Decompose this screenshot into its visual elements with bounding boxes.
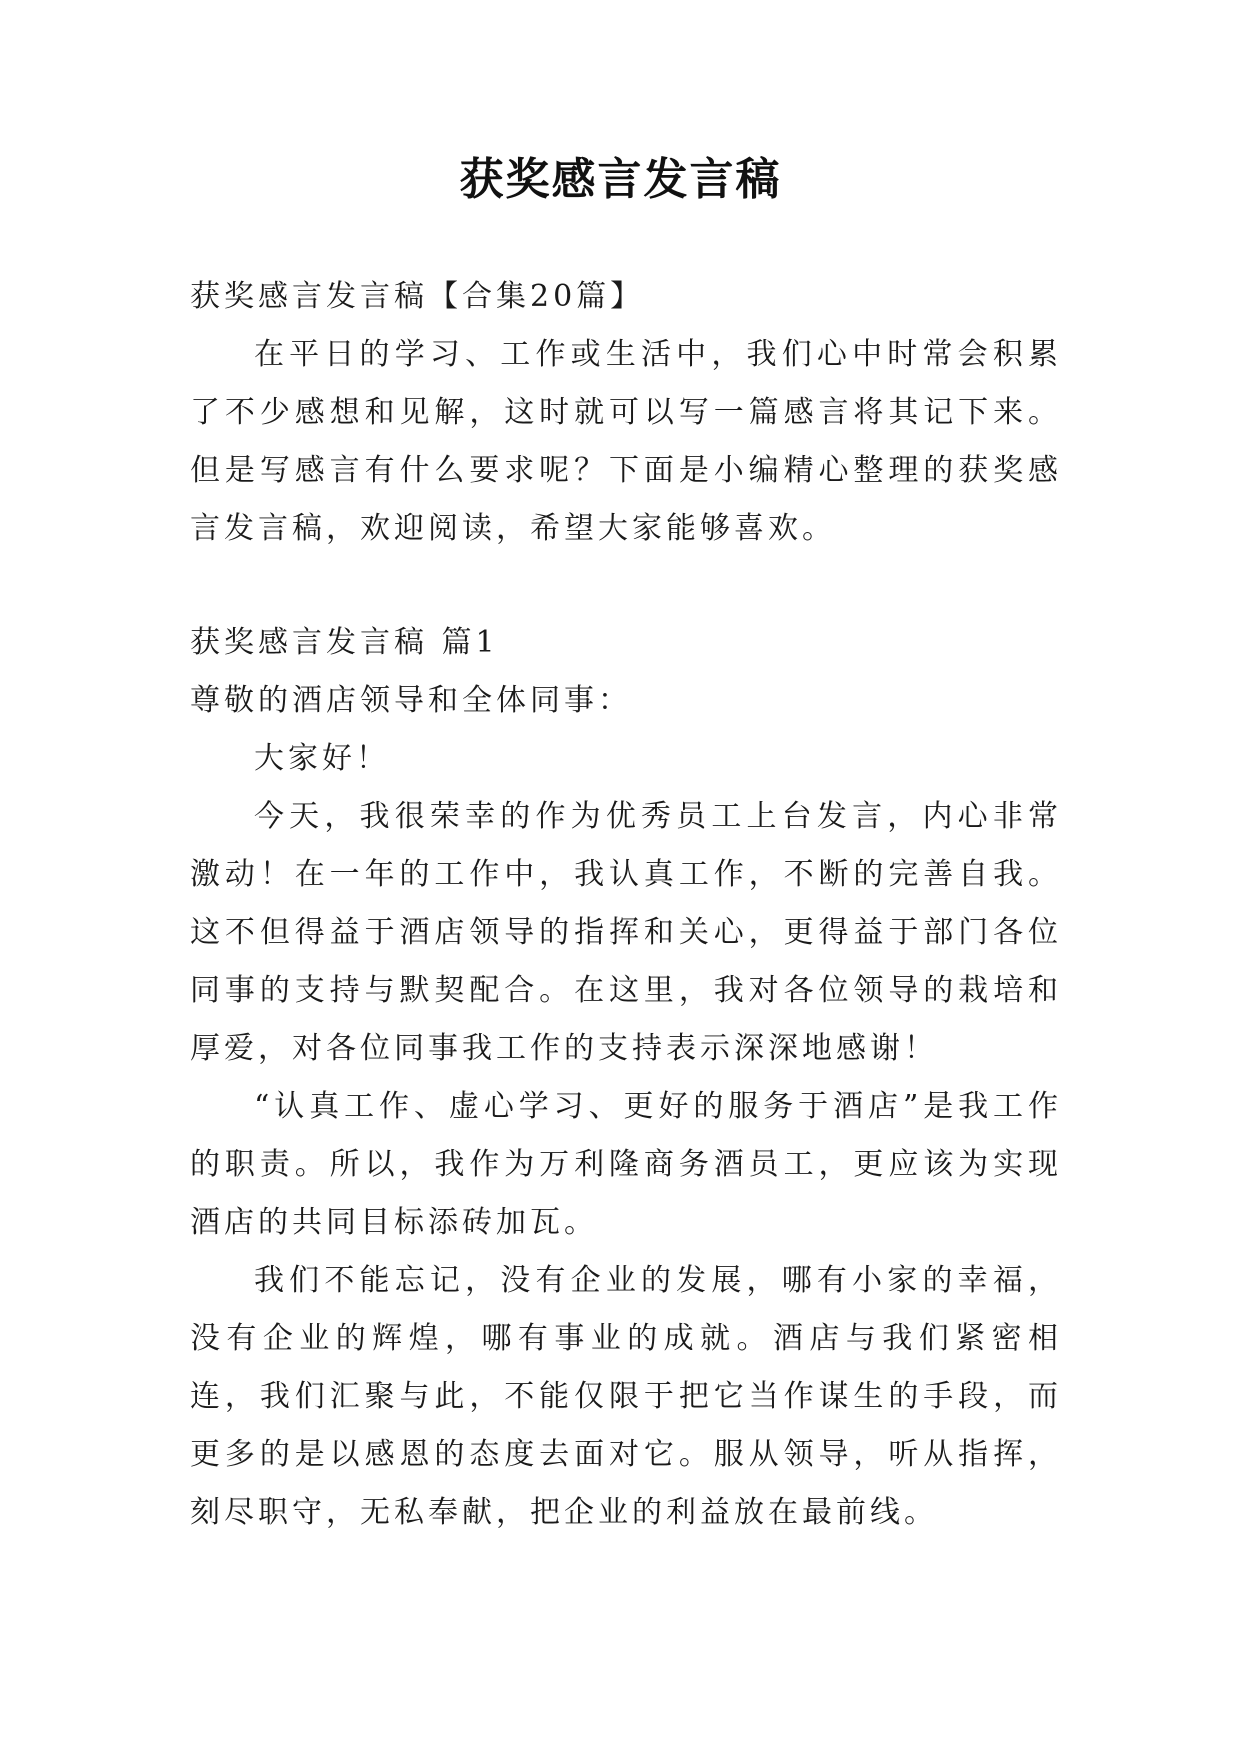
document-subtitle: 获奖感言发言稿【合集20篇】 <box>190 279 645 314</box>
salutation: 尊敬的酒店领导和全体同事： <box>190 683 632 718</box>
section-heading: 获奖感言发言稿 篇1 <box>190 625 499 660</box>
body-paragraph-2: “认真工作、虚心学习、更好的服务于酒店”是我工作的职责。所以，我作为万利隆商务酒员工，更应该为实现酒店的共同目标添砖加瓦。 <box>190 1089 1062 1240</box>
document-title: 获奖感言发言稿 <box>459 154 782 205</box>
document-body <box>190 268 1062 1542</box>
intro-paragraph: 在平日的学习、工作或生活中，我们心中时常会积累了不少感想和见解，这时就可以写一篇感言将其记下来。但是写感言有什么要求呢？下面是小编精心整理的获奖感言发言稿，欢迎阅读，希望大家能够喜欢。 <box>190 337 1062 546</box>
greeting: 大家好！ <box>254 741 390 776</box>
body-paragraph-3: 我们不能忘记，没有企业的发展，哪有小家的幸福，没有企业的辉煌，哪有事业的成就。酒店与我们紧密相连，我们汇聚与此，不能仅限于把它当作谋生的手段，而更多的是以感恩的态度去面对它。服从领导，听从指挥，刻尽职守，无私奉献，把企业的利益放在最前线。 <box>190 1263 1062 1530</box>
body-paragraph-1: 今天，我很荣幸的作为优秀员工上台发言，内心非常激动！在一年的工作中，我认真工作，不断的完善自我。这不但得益于酒店领导的指挥和关心，更得益于部门各位同事的支持与默契配合。在这里，我对各位领导的栽培和厚爱，对各位同事我工作的支持表示深深地感谢！ <box>190 799 1062 1066</box>
